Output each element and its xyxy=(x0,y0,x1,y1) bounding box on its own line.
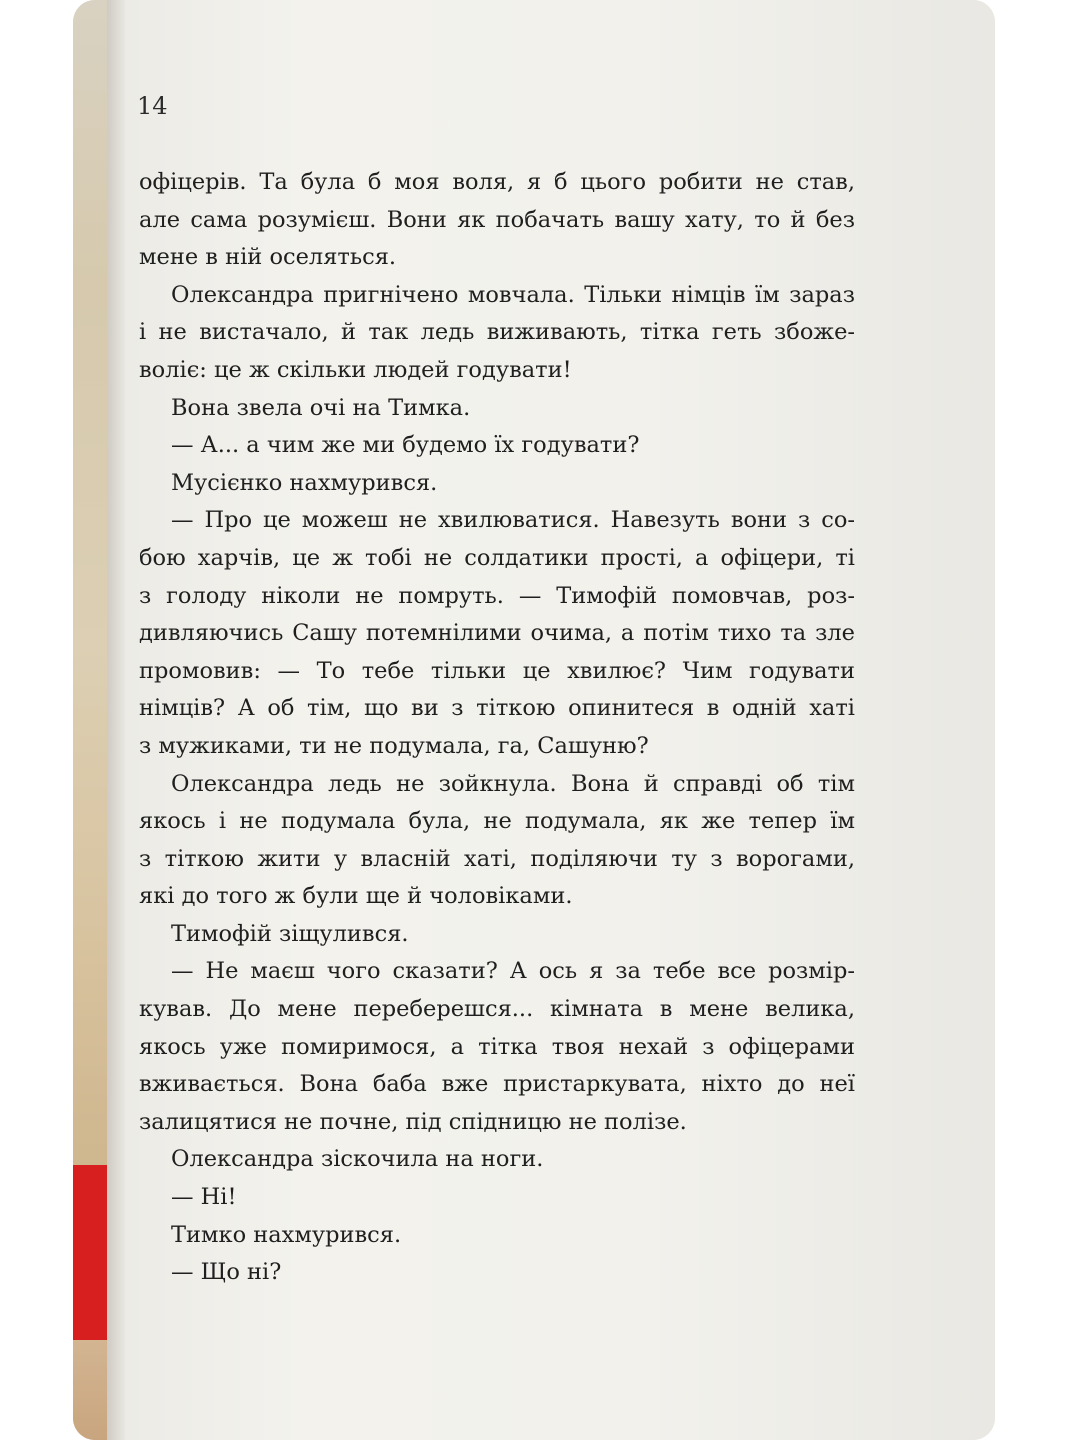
text-line: Олександра пригнічено мовчала. Тільки німців їм зараз xyxy=(171,281,855,308)
paragraph xyxy=(139,1217,855,1255)
text-line: Тимко нахмурився. xyxy=(171,1221,402,1248)
text-line: які до того ж були ще й чоловіками. xyxy=(139,883,573,910)
text-line: Вона звела очі на Тимка. xyxy=(171,394,471,421)
text-line: промовив: — То тебе тільки це хвилює? Чим годувати xyxy=(139,657,855,684)
text-line: Мусієнко нахмурився. xyxy=(171,469,438,496)
text-line: якось і не подумала була, не подумала, як же тепер їм xyxy=(139,808,855,835)
text-line: але сама розумієш. Вони як побачать вашу хату, то й без xyxy=(139,206,855,233)
text-line: німців? А об тім, що ви з тіткою опинитеся в одній хаті xyxy=(139,695,855,722)
text-line: і не вистачало, й так ледь виживають, тітка геть збоже- xyxy=(139,319,855,346)
paragraph xyxy=(139,766,855,916)
book-cover-lower-band xyxy=(73,1340,107,1440)
text-line: з тіткою жити у власній хаті, поділяючи ту з ворогами, xyxy=(139,845,855,872)
text-line: кував. До мене переберешся... кімната в мене велика, xyxy=(139,996,855,1023)
text-line: дивляючись Сашу потемнілими очима, а потім тихо та зле xyxy=(139,620,855,647)
page-number: 14 xyxy=(137,92,168,120)
text-line: Олександра ледь не зойкнула. Вона й справді об тім xyxy=(171,770,855,797)
text-line: вживається. Вона баба вже пристаркувата, ніхто до неї xyxy=(139,1071,855,1098)
text-line: залицятися не почне, під спідницю не полізе. xyxy=(139,1108,687,1135)
book-cover-red-band xyxy=(73,1165,107,1340)
text-line: з голоду ніколи не помруть. — Тимофій помовчав, роз- xyxy=(139,582,855,609)
paragraph xyxy=(139,164,855,277)
page-text xyxy=(139,164,855,1292)
paragraph xyxy=(139,953,855,1141)
text-line: воліє: це ж скільки людей годувати! xyxy=(139,356,572,383)
page-stack-edge xyxy=(107,0,125,1440)
text-line: з мужиками, ти не подумала, га, Сашуню? xyxy=(139,732,649,759)
paragraph xyxy=(139,465,855,503)
paragraph xyxy=(139,1254,855,1292)
paragraph xyxy=(139,502,855,765)
text-line: мене в ній оселяться. xyxy=(139,244,397,271)
text-line: бою харчів, це ж тобі не солдатики прості, а офіцери, ті xyxy=(139,544,855,571)
paragraph xyxy=(139,916,855,954)
paragraph xyxy=(139,390,855,428)
text-line: офіцерів. Та була б моя воля, я б цього робити не став, xyxy=(139,169,855,195)
text-line: — Що ні? xyxy=(171,1259,282,1286)
text-line: — А... а чим же ми будемо їх годувати? xyxy=(171,432,640,459)
paragraph xyxy=(139,1179,855,1217)
paragraph xyxy=(139,277,855,390)
text-line: — Ні! xyxy=(171,1184,237,1211)
paragraph xyxy=(139,427,855,465)
text-line: — Не маєш чого сказати? А ось я за тебе все розмір- xyxy=(171,958,855,985)
text-line: Олександра зіскочила на ноги. xyxy=(171,1146,544,1173)
text-line: — Про це можеш не хвилюватися. Навезуть вони з со- xyxy=(171,507,855,534)
text-line: Тимофій зіщулився. xyxy=(171,920,409,947)
paragraph xyxy=(139,1141,855,1179)
text-line: якось уже помиримося, а тітка твоя нехай з офіцерами xyxy=(139,1033,855,1060)
